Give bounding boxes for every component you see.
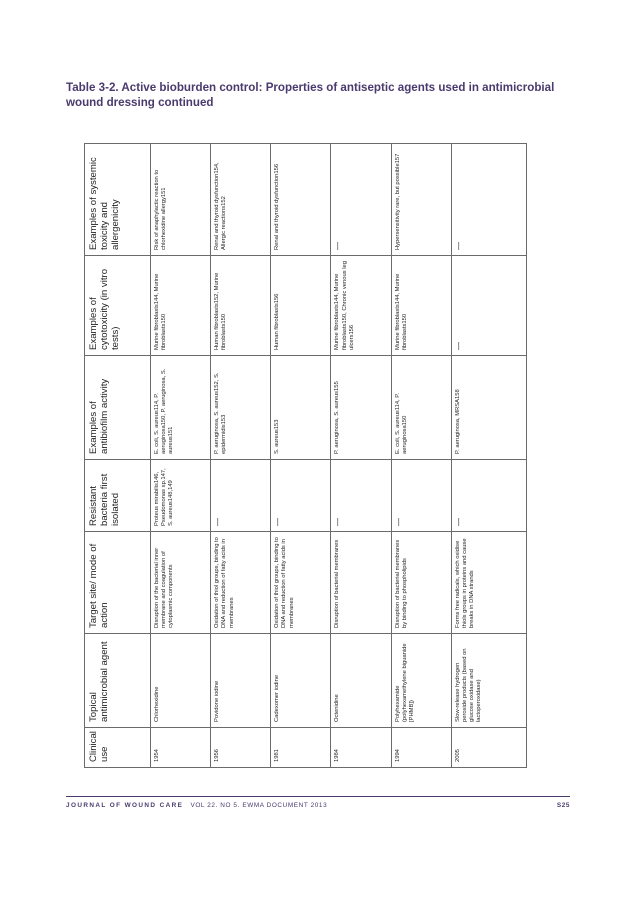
cell-antibiofilm: P. aeruginosa, S. aureus152, S. epidermidis153 — [211, 356, 271, 460]
antiseptic-properties-table — [84, 143, 527, 768]
cell-agent: Povidone iodine — [211, 634, 271, 728]
cell-cytotoxicity: Human fibroblasts156 — [271, 256, 331, 356]
cell-year: 1981 — [271, 728, 331, 768]
cell-antibiofilm: S. aureus153 — [271, 356, 331, 460]
cell-systemic: Renal and thyroid dysfunction154, Allergic reactions152 — [211, 144, 271, 256]
table-caption: Table 3-2. Active bioburden control: Properties of antiseptic agents used in antimicrobial wound dressing continued — [66, 81, 555, 109]
cell-systemic: — — [331, 144, 391, 256]
cell-mode: Disruption of bacterial membranes by binding to phospholipids — [391, 532, 451, 634]
header-resistant-bacteria: Resistant bacteria first isolated — [85, 460, 151, 532]
cell-agent: Slow-release hydrogen peroxide products (based on glucose oxidase and lactoperoxidase) — [451, 634, 526, 728]
cell-systemic: — — [451, 144, 526, 256]
cell-mode: Forms free radicals, which oxidise thiols groups in proteins and cause breaks in DNA strands — [451, 532, 526, 634]
cell-year: 1984 — [331, 728, 391, 768]
cell-resistant: Proteus mirabilis146, Pseudomonas sp.147, S. aureus148,149 — [151, 460, 211, 532]
cell-year: 1954 — [151, 728, 211, 768]
cell-antibiofilm: E. coli, S. aureus114, P. aeruginosa150, P. aeruginosa, S. aureus151 — [151, 356, 211, 460]
cell-antibiofilm: P. aeruginosa, S. aureus155 — [331, 356, 391, 460]
table-row — [151, 144, 211, 768]
cell-mode: Disruption of the bacterial inner membrane and coagulation of cytoplasmic components — [151, 532, 211, 634]
journal-volume: VOL 22. NO 5. EWMA DOCUMENT 2013 — [190, 802, 328, 809]
table-row — [331, 144, 391, 768]
rotated-table-container — [84, 144, 527, 768]
cell-antibiofilm: P. aeruginosa, MRSA158 — [451, 356, 526, 460]
page-footer — [66, 796, 570, 809]
cell-systemic: Renal and thyroid dysfunction156 — [271, 144, 331, 256]
journal-name: JOURNAL OF WOUND CARE — [66, 802, 184, 809]
cell-year: 1956 — [211, 728, 271, 768]
table-row — [271, 144, 331, 768]
table-row — [451, 144, 526, 768]
cell-year: 1994 — [391, 728, 451, 768]
table-row — [211, 144, 271, 768]
cell-mode: Oxidation of thiol groups, binding to DNA and reduction of fatty acids in membranes — [211, 532, 271, 634]
table-row — [391, 144, 451, 768]
header-systemic-toxicity: Examples of systemic toxicity and allergenicity — [85, 144, 151, 256]
cell-cytotoxicity: — — [451, 256, 526, 356]
cell-resistant: — — [211, 460, 271, 532]
cell-cytotoxicity: Murine fibroblasts144, Murine fibroblasts150 — [151, 256, 211, 356]
cell-cytotoxicity: Human fibroblasts152, Murine fibroblasts150 — [211, 256, 271, 356]
page-number: S25 — [556, 802, 570, 809]
cell-resistant: — — [391, 460, 451, 532]
cell-resistant: — — [271, 460, 331, 532]
cell-cytotoxicity: Murine fibroblasts144, Murine fibroblasts150, Chronic venous leg ulcers156 — [331, 256, 391, 356]
header-mode-of-action: Target site/ mode of action — [85, 532, 151, 634]
cell-agent: Octenidine — [331, 634, 391, 728]
header-topical-agent: Topical antimicrobial agent — [85, 634, 151, 728]
cell-mode: Oxidation of thiol groups, binding to DNA and reduction of fatty acids in membranes — [271, 532, 331, 634]
cell-agent: Chlorhexidine — [151, 634, 211, 728]
cell-resistant: — — [451, 460, 526, 532]
cell-antibiofilm: E. coli, S. aureus114, P. aeruginosa150 — [391, 356, 451, 460]
cell-year: 2005 — [451, 728, 526, 768]
cell-agent: Polyhexamide (polyhexamethylene biguanide [PHMB]) — [391, 634, 451, 728]
cell-mode: Disruption of bacterial membranes — [331, 532, 391, 634]
header-cytotoxicity: Examples of cytotoxicity (in vitro tests) — [85, 256, 151, 356]
cell-systemic: Hypersensitivity rare, but possible157 — [391, 144, 451, 256]
cell-resistant: — — [331, 460, 391, 532]
header-antibiofilm-activity: Examples of antibiofilm activity — [85, 356, 151, 460]
cell-cytotoxicity: Murine fibroblasts144, Murine fibroblasts150 — [391, 256, 451, 356]
cell-agent: Cadexomer iodine — [271, 634, 331, 728]
header-clinical-use: Clinical use — [85, 728, 151, 768]
cell-systemic: Risk of anaphylactic reaction to chlorhexidine allergy151 — [151, 144, 211, 256]
